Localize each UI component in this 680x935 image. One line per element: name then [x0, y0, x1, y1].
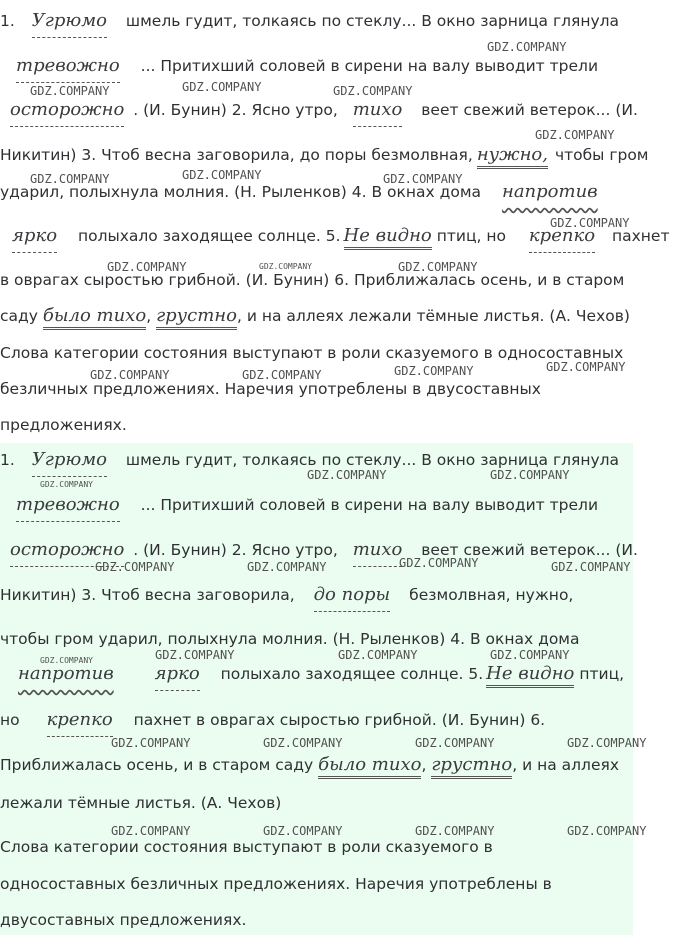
adverb-word: ярко [12, 225, 57, 253]
state-word: Не видно [344, 225, 432, 250]
watermark: GDZ.COMPANY [487, 40, 567, 54]
b2-line-7: но крепко пахнет в оврагах сыростью грибной. (И. Бунин) 6. [0, 710, 545, 730]
b2-line-1: 1. Угрюмо шмель гудит, толкаясь по стеклу... В окно зарница глянула [0, 450, 619, 470]
b1-line-6: ярко полыхало заходящее солнце. 5. Не видно птиц, но крепко пахнет [0, 226, 669, 246]
state-word: Не видно [486, 663, 574, 688]
adverb-word: тревожно [16, 55, 120, 83]
watermark: GDZ.COMPANY [307, 468, 387, 482]
watermark: GDZ.COMPANY [394, 364, 474, 378]
watermark: GDZ.COMPANY [90, 368, 170, 382]
adverb-word: напротив [501, 181, 598, 202]
adverb-word: осторожно [10, 99, 124, 127]
b1-line-5: ударил, полыхнула молния. (Н. Рыленков) 4. В окнах дома напротив [0, 181, 598, 202]
b1-line-3: осторожно . (И. Бунин) 2. Ясно утро, тихо веет свежий ветерок... (И. [0, 100, 638, 120]
b2-conclusion-3: двусоставных предложениях. [0, 911, 247, 929]
adverb-word: Угрюмо [32, 449, 107, 477]
b2-line-2: тревожно ... Притихший соловей в сирени на валу выводит трели [0, 495, 598, 515]
watermark: GDZ.COMPANY [398, 260, 478, 274]
b2-line-4: Никитин) 3. Чтоб весна заговорила, до поры безмолвная, нужно, [0, 585, 573, 605]
adverb-word: осторожно [10, 539, 124, 567]
watermark: GDZ.COMPANY [40, 480, 93, 489]
b1-line-8: саду было тихо, грустно, и на аллеях лежали тёмные листья. (А. Чехов) [0, 306, 630, 326]
adverb-word: Угрюмо [32, 10, 107, 38]
watermark: GDZ.COMPANY [338, 648, 418, 662]
watermark: GDZ.COMPANY [567, 736, 647, 750]
b2-line-3: осторожно . (И. Бунин) 2. Ясно утро, тихо веет свежий ветерок... (И. [0, 540, 638, 560]
adverb-word: до поры [314, 584, 391, 612]
watermark: GDZ.COMPANY [242, 368, 322, 382]
watermark: GDZ.COMPANY [111, 824, 191, 838]
watermark: GDZ.COMPANY [259, 262, 312, 271]
watermark: GDZ.COMPANY [40, 656, 93, 665]
b1-conclusion-1: Слова категории состояния выступают в роли сказуемого в односоставных [0, 344, 624, 362]
watermark: GDZ.COMPANY [399, 556, 479, 570]
watermark: GDZ.COMPANY [415, 824, 495, 838]
watermark: GDZ.COMPANY [550, 216, 630, 230]
watermark: GDZ.COMPANY [490, 468, 570, 482]
b1-conclusion-2: безличных предложениях. Наречия употреблены в двусоставных [0, 380, 541, 398]
b2-line-9: лежали тёмные листья. (А. Чехов) [0, 794, 282, 812]
b2-line-6: напротив ярко полыхало заходящее солнце. 5. Не видно птиц, [0, 664, 624, 684]
adverb-word: тихо [353, 99, 403, 127]
b1-line-2: тревожно ... Притихший соловей в сирени на валу выводит трели [0, 56, 598, 76]
b1-line-4: Никитин) 3. Чтоб весна заговорила, до поры безмолвная, нужно, чтобы гром [0, 145, 649, 165]
b2-conclusion-2: односоставных безличных предложениях. Наречия употреблены в [0, 875, 552, 893]
watermark: GDZ.COMPANY [30, 172, 110, 186]
b1-line-7: в оврагах сыростью грибной. (И. Бунин) 6. Приближалась осень, и в старом [0, 271, 625, 289]
watermark: GDZ.COMPANY [107, 260, 187, 274]
watermark: GDZ.COMPANY [263, 736, 343, 750]
adverb-word: крепко [47, 709, 113, 737]
watermark: GDZ.COMPANY [30, 84, 110, 98]
watermark: GDZ.COMPANY [182, 80, 262, 94]
state-word: было тихо [43, 305, 146, 330]
watermark: GDZ.COMPANY [567, 824, 647, 838]
watermark: GDZ.COMPANY [95, 560, 175, 574]
watermark: GDZ.COMPANY [263, 824, 343, 838]
adverb-word: тихо [353, 539, 403, 567]
watermark: GDZ.COMPANY [551, 560, 631, 574]
b2-line-5: чтобы гром ударил, полыхнула молния. (Н. Рыленков) 4. В окнах дома [0, 630, 580, 648]
watermark: GDZ.COMPANY [182, 168, 262, 182]
watermark: GDZ.COMPANY [535, 128, 615, 142]
adverb-word: тревожно [16, 494, 120, 522]
b1-conclusion-3: предложениях. [0, 416, 127, 434]
state-word: было тихо [318, 754, 421, 779]
watermark: GDZ.COMPANY [383, 172, 463, 186]
watermark: GDZ.COMPANY [333, 84, 413, 98]
state-word: грустно [431, 754, 512, 779]
b2-conclusion-1: Слова категории состояния выступают в роли сказуемого в [0, 838, 493, 856]
watermark: GDZ.COMPANY [415, 736, 495, 750]
watermark: GDZ.COMPANY [247, 560, 327, 574]
watermark: GDZ.COMPANY [111, 736, 191, 750]
b2-line-8: Приближалась осень, и в старом саду было тихо, грустно, и на аллеях [0, 755, 619, 775]
watermark: GDZ.COMPANY [546, 360, 626, 374]
adverb-word: крепко [529, 225, 595, 253]
watermark: GDZ.COMPANY [490, 648, 570, 662]
b1-line-1: 1. Угрюмо шмель гудит, толкаясь по стеклу... В окно зарница глянула [0, 11, 619, 31]
state-word: грустно [156, 305, 237, 330]
state-word: нужно, [477, 144, 548, 169]
adverb-word: напротив [18, 663, 114, 684]
adverb-word: ярко [155, 663, 200, 691]
watermark: GDZ.COMPANY [155, 648, 235, 662]
